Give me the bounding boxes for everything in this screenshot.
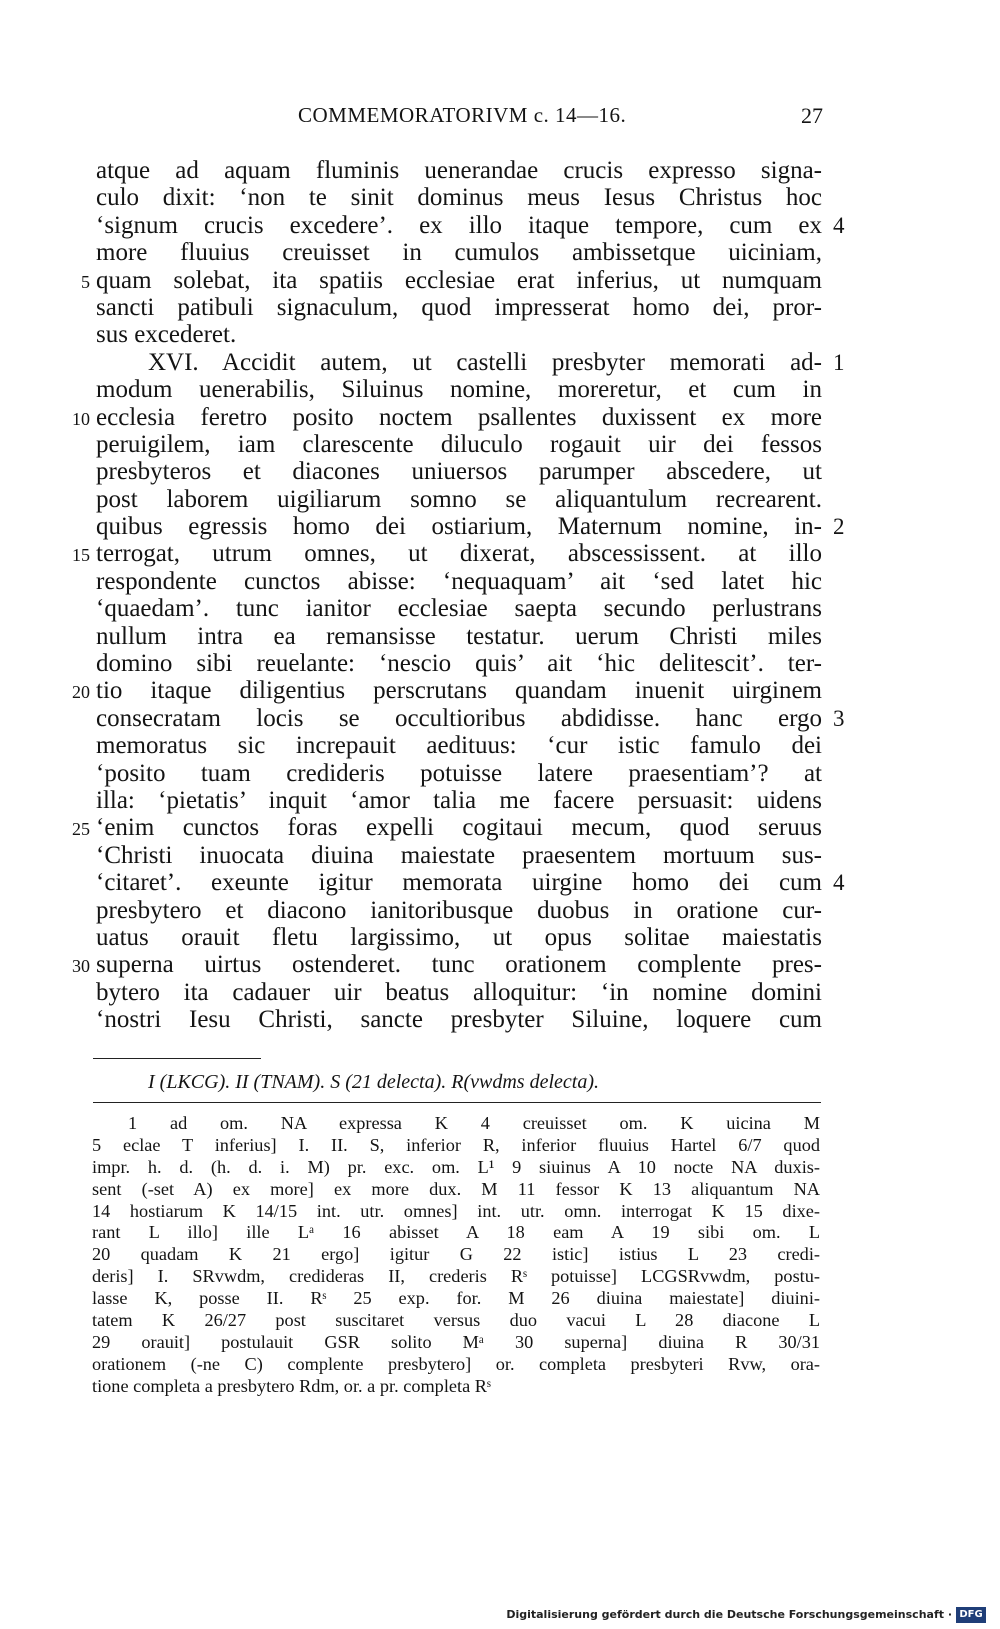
line-number: 5 — [81, 271, 90, 292]
text-line — [0, 924, 1000, 951]
section-number: 3 — [833, 705, 845, 731]
apparatus-line — [0, 1157, 1000, 1179]
text-line — [0, 568, 1000, 595]
apparatus-text: deris] I. SRvwdm, credideras II, crederis Rˢ potuisse] LCGSRvwdm, postu- — [92, 1266, 820, 1287]
text-line — [0, 705, 1000, 732]
text-line — [0, 951, 1000, 978]
running-head: COMMEMORATORIVM c. 14—16. — [298, 103, 627, 127]
text-line — [0, 842, 1000, 869]
line-text: sancti patibuli signaculum, quod impresserat homo dei, pror- — [96, 293, 822, 321]
line-text: ‘citaret’. exeunte igitur memorata uirgine homo dei cum — [96, 869, 822, 897]
apparatus-text: 14 hostiarum K 14/15 int. utr. omnes] int. utr. omn. interrogat K 15 dixe- — [92, 1200, 820, 1221]
text-line — [0, 267, 1000, 294]
line-number: 20 — [72, 682, 90, 703]
apparatus-text: tatem K 26/27 post suscitaret versus duo vacui L 28 diacone L — [92, 1310, 820, 1331]
line-number: 15 — [72, 545, 90, 566]
text-line — [0, 760, 1000, 787]
line-text: post laborem uigiliarum somno se aliquantulum recrearent. — [96, 485, 822, 513]
apparatus-text: 29 orauit] postulauit GSR solito Mᵃ 30 superna] diuina R 30/31 — [92, 1331, 820, 1352]
text-line — [0, 677, 1000, 704]
text-line — [0, 458, 1000, 485]
line-text: culo dixit: ‘non te sinit dominus meus Iesus Christus hoc — [96, 184, 822, 212]
apparatus-text: impr. h. d. (h. d. i. M) pr. exc. om. L¹ 9 siuinus A 10 nocte NA duxis- — [92, 1156, 820, 1177]
line-text: atque ad aquam fluminis uenerandae crucis expresso signa- — [96, 157, 822, 184]
line-text: illa: ‘pietatis’ inquit ‘amor talia me facere persuasit: uidens — [96, 786, 822, 814]
text-line — [0, 431, 1000, 458]
line-text: superna uirtus ostenderet. tunc orationem complente pres- — [96, 951, 822, 979]
line-text: tio itaque diligentius perscrutans quandam inuenit uirginem — [96, 677, 822, 705]
critical-apparatus — [0, 1113, 1000, 1398]
text-line — [0, 1006, 1000, 1033]
text-line — [0, 732, 1000, 759]
apparatus-divider-rule — [93, 1102, 821, 1103]
apparatus-line — [0, 1376, 1000, 1398]
line-text: ‘signum crucis excedere’. ex illo itaque tempore, cum ex — [96, 211, 822, 239]
manuscript-sigla: I (LKCG). II (TNAM). S (21 delecta). R(vwdms delecta). — [148, 1071, 599, 1093]
line-text: presbyteros et diacones uniuersos parumper abscedere, ut — [96, 458, 822, 486]
line-text: ‘enim cunctos foras expelli cogitaui mecum, quod seruus — [96, 814, 822, 842]
apparatus-text: lasse K, posse II. Rˢ 25 exp. for. M 26 diuina maiestate] diuini- — [92, 1288, 820, 1309]
text-line — [0, 404, 1000, 431]
text-line — [0, 321, 1000, 348]
line-text: ‘nostri Iesu Christi, sancte presbyter Siluine, loquere cum — [96, 1006, 822, 1034]
section-number: 4 — [833, 212, 845, 238]
text-line — [0, 486, 1000, 513]
apparatus-text: tione completa a presbytero Rdm, or. a pr. completa Rˢ — [92, 1375, 491, 1396]
line-text: terrogat, utrum omnes, ut dixerat, abscessissent. at illo — [96, 540, 822, 568]
text-line — [0, 623, 1000, 650]
digitization-note: Digitalisierung gefördert durch die Deutsche Forschungsgemeinschaft · — [506, 1608, 952, 1621]
apparatus-line — [0, 1244, 1000, 1266]
line-text: consecratam locis se occultioribus abdidisse. hanc ergo — [96, 704, 822, 732]
line-text: memoratus sic increpauit aedituus: ‘cur istic famulo dei — [96, 732, 822, 760]
apparatus-line — [0, 1135, 1000, 1157]
line-text: modum uenerabilis, Siluinus nomine, moreretur, et cum in — [96, 376, 822, 404]
short-divider-rule — [93, 1058, 261, 1059]
text-line — [0, 513, 1000, 540]
apparatus-line — [0, 1310, 1000, 1332]
line-text: sus excederet. — [96, 321, 237, 349]
text-line — [0, 376, 1000, 403]
text-line — [0, 869, 1000, 896]
line-text: bytero ita cadauer uir beatus alloquitur: ‘in nomine domini — [96, 978, 822, 1006]
line-text: presbytero et diacono ianitoribusque duobus in oratione cur- — [96, 896, 822, 924]
line-number: 30 — [72, 956, 90, 977]
text-line — [0, 897, 1000, 924]
text-line — [0, 650, 1000, 677]
line-text: ‘Christi inuocata diuina maiestate praesentem mortuum sus- — [96, 841, 822, 869]
text-line — [0, 787, 1000, 814]
apparatus-line — [0, 1332, 1000, 1354]
line-text: quibus egressis homo dei ostiarium, Maternum nomine, in- — [96, 513, 822, 541]
apparatus-text: rant L illo] ille Lᵃ 16 abisset A 18 eam A 19 sibi om. L — [92, 1222, 820, 1243]
apparatus-line — [0, 1354, 1000, 1376]
apparatus-text: 20 quadam K 21 ergo] igitur G 22 istic] istius L 23 credi- — [92, 1244, 820, 1265]
text-line — [0, 814, 1000, 841]
apparatus-text: 1 ad om. NA expressa K 4 creuisset om. K uicina M — [128, 1113, 820, 1133]
text-line — [0, 349, 1000, 376]
text-line — [0, 595, 1000, 622]
apparatus-text: sent (-set A) ex more] ex more dux. M 11 fessor K 13 aliquantum NA — [92, 1178, 820, 1199]
line-text: ‘posito tuam credideris potuisse latere praesentiam’? at — [96, 759, 822, 787]
line-text: ‘quaedam’. tunc ianitor ecclesiae saepta secundo perlustrans — [96, 595, 822, 623]
text-line — [0, 239, 1000, 266]
apparatus-line — [0, 1222, 1000, 1244]
text-line — [0, 540, 1000, 567]
line-number: 10 — [72, 408, 90, 429]
apparatus-line — [0, 1288, 1000, 1310]
text-line — [0, 157, 1000, 184]
line-text: quam solebat, ita spatiis ecclesiae erat inferius, ut numquam — [96, 266, 822, 294]
text-line — [0, 979, 1000, 1006]
apparatus-line — [0, 1201, 1000, 1223]
text-line — [0, 212, 1000, 239]
main-text — [0, 157, 1000, 1034]
apparatus-line — [0, 1179, 1000, 1201]
line-text: uatus orauit fletu largissimo, ut opus solitae maiestatis — [96, 923, 822, 951]
section-number: 4 — [833, 870, 845, 896]
line-text: nullum intra ea remansisse testatur. uerum Christi miles — [96, 622, 822, 650]
dfg-logo-icon: DFG — [956, 1607, 986, 1623]
apparatus-text: 5 eclae T inferius] I. II. S, inferior R, inferior fluuius Hartel 6/7 quod — [92, 1134, 820, 1155]
text-line — [0, 184, 1000, 211]
text-line — [0, 294, 1000, 321]
section-number: 2 — [833, 514, 845, 540]
line-number: 25 — [72, 819, 90, 840]
line-text: respondente cunctos abisse: ‘nequaquam’ ait ‘sed latet hic — [96, 567, 822, 595]
page-number: 27 — [801, 103, 823, 128]
apparatus-line — [0, 1266, 1000, 1288]
line-text: peruigilem, iam clarescente diluculo rogauit uir dei fessos — [96, 430, 822, 458]
line-text: domino sibi reuelante: ‘nescio quis’ ait ‘hic delitescit’. ter- — [96, 650, 822, 678]
apparatus-line — [0, 1113, 1000, 1135]
apparatus-text: orationem (-ne C) complente presbytero] or. completa presbyteri Rvw, ora- — [92, 1353, 820, 1374]
line-text: XVI. Accidit autem, ut castelli presbyter memorati ad- — [148, 348, 822, 376]
line-text: more fluuius creuisset in cumulos ambissetque uiciniam, — [96, 239, 822, 267]
line-text: ecclesia feretro posito noctem psallentes duxissent ex more — [96, 403, 822, 431]
section-number: 1 — [833, 349, 845, 375]
